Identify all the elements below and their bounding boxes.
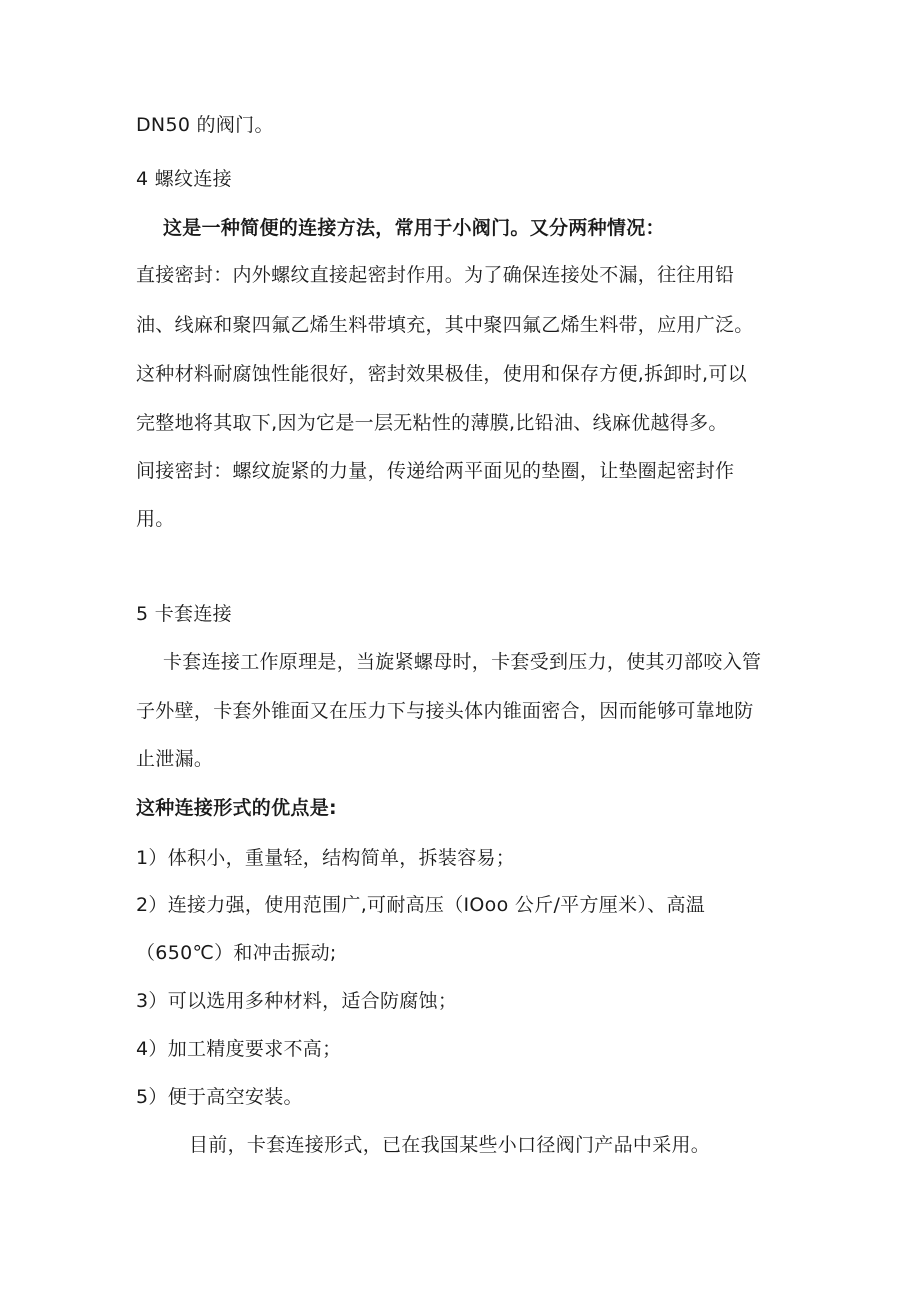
section-4-heading: 4 螺纹连接 — [136, 168, 232, 190]
advantage-item-3: 3）可以选用多种材料，适合防腐蚀； — [136, 990, 458, 1012]
direct-seal-line-1: 直接密封：内外螺纹直接起密封作用。为了确保连接处不漏，往往用铅 — [136, 264, 735, 286]
advantages-heading: 这种连接形式的优点是: — [136, 797, 337, 819]
principle-line-1: 卡套连接工作原理是，当旋紧螺母时，卡套受到压力，使其刃部咬入管 — [163, 651, 762, 673]
advantage-item-5: 5）便于高空安装。 — [136, 1086, 303, 1108]
direct-seal-line-2: 油、线麻和聚四氟乙烯生料带填充，其中聚四氟乙烯生料带，应用广泛。 — [136, 314, 754, 336]
direct-seal-line-3: 这种材料耐腐蚀性能很好，密封效果极佳，使用和保存方便,拆卸时,可以 — [136, 363, 747, 385]
advantage-item-4: 4）加工精度要求不高； — [136, 1038, 342, 1060]
direct-seal-line-4: 完整地将其取下,因为它是一层无粘性的薄膜,比铅油、线麻优越得多。 — [136, 412, 728, 434]
advantage-item-2: 2）连接力强，使用范围广,可耐高压（IOoo 公斤/平方厘米）、高温 — [136, 894, 706, 916]
section-4-intro: 这是一种简便的连接方法，常用于小阀门。又分两种情况： — [163, 217, 665, 239]
advantage-item-1: 1）体积小，重量轻，结构简单，拆装容易； — [136, 847, 516, 869]
principle-line-3: 止泄漏。 — [136, 748, 214, 770]
principle-line-2: 子外壁，卡套外锥面又在压力下与接头体内锥面密合，因而能够可靠地防 — [136, 700, 754, 722]
indirect-seal-line-1: 间接密封：螺纹旋紧的力量，传递给两平面见的垫圈，让垫圈起密封作 — [136, 460, 735, 482]
indirect-seal-line-2: 用。 — [136, 508, 175, 530]
conclusion-text: 目前，卡套连接形式，已在我国某些小口径阀门产品中采用。 — [189, 1134, 711, 1156]
intro-tail-text: DN50 的阀门。 — [136, 114, 274, 136]
advantage-item-2-cont: （650℃）和冲击振动; — [136, 942, 337, 964]
section-5-heading: 5 卡套连接 — [136, 603, 232, 625]
